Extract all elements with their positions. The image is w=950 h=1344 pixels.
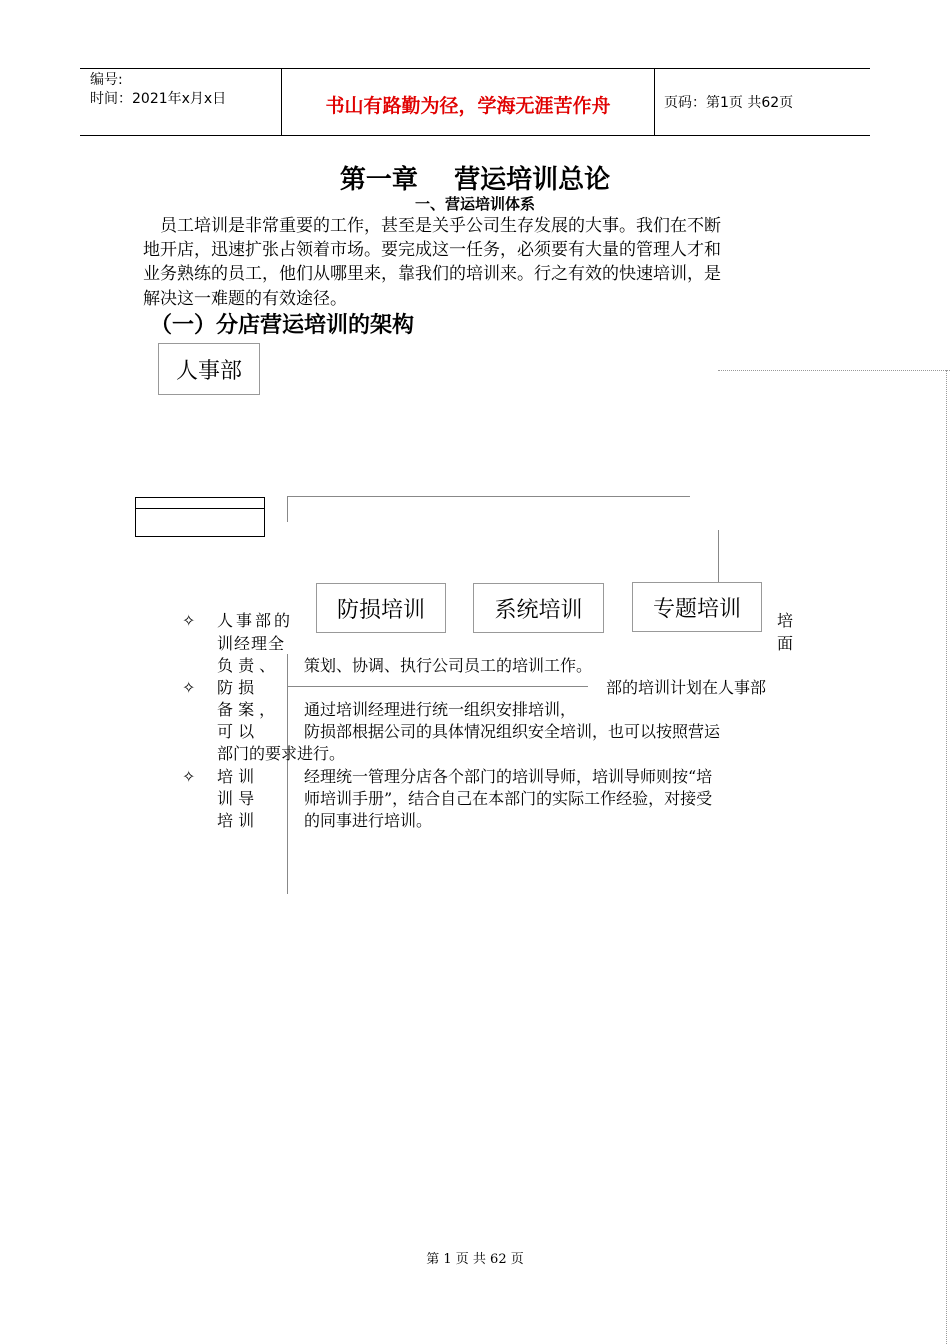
page-footer: 第 1 页 共 62 页 <box>426 1252 524 1267</box>
bullet-2-text-2: 通过培训经理进行统一组织安排培训， <box>304 700 577 719</box>
bullet-2-line-3: 可 以 <box>217 722 255 741</box>
bullet-2-icon: ✧ <box>182 678 196 697</box>
chapter-title: 第一章 营运培训总论 <box>339 165 611 195</box>
bullet-2-line-4: 部门的要求进行。 <box>217 744 346 763</box>
bullet-1-text: 策划、协调、执行公司员工的培训工作。 <box>304 656 593 675</box>
page-counter: 页码：第1页 共62页 <box>664 95 794 111</box>
bullet-3-line-1: 培 训 <box>217 767 255 786</box>
bullet-3-line-2: 训 导 <box>217 789 255 808</box>
bullet-2-line-1: 防 损 <box>217 678 255 697</box>
special-topic-training-box: 专题培训 <box>632 582 762 632</box>
connector-left-v <box>287 496 288 522</box>
empty-box <box>135 497 265 537</box>
subsection-title: （一）分店营运培训的架构 <box>150 313 415 338</box>
intro-line-3: 业务熟练的员工，他们从哪里来，靠我们的培训来。行之有效的快速培训，是 <box>143 264 721 284</box>
header-divider-2 <box>654 68 655 136</box>
loss-prevention-training-box: 防损培训 <box>316 583 446 633</box>
dotted-connector-v <box>946 370 947 1344</box>
section-title: 一、营运培训体系 <box>414 195 535 213</box>
bullet-1-line-2: 训经理全 <box>217 634 286 653</box>
doc-time-label: 时间：2021年x月x日 <box>90 91 227 107</box>
bullet-1-icon: ✧ <box>182 611 196 630</box>
bullet-1-line-1: 人事部的 <box>217 611 294 630</box>
bullet-3-text-2: 师培训手册”，结合自己在本部门的实际工作经验，对接受 <box>304 789 713 808</box>
empty-box-divider <box>135 508 264 509</box>
bullet-2-line-2: 备 案 ， <box>217 700 276 719</box>
bullet-2-text-3: 防损部根据公司的具体情况组织安全培训，也可以按照营运 <box>304 722 721 741</box>
intro-line-4: 解决这一难题的有效途径。 <box>143 289 347 309</box>
connector-top-h <box>288 496 690 497</box>
dotted-connector-h <box>718 370 950 371</box>
bullet-3-line-3: 培 训 <box>217 811 255 830</box>
bullet-1-right-mid: 面 <box>777 634 794 653</box>
doc-number-label: 编号: <box>90 72 123 88</box>
header-top-rule <box>80 68 870 69</box>
bullet-1-right-top: 培 <box>777 611 794 630</box>
bullet-2-text-1: 部的培训计划在人事部 <box>606 678 767 697</box>
bullet-1-line-3: 负 责 、 <box>217 656 276 675</box>
system-training-box: 系统培训 <box>473 583 604 633</box>
header-motto: 书山有路勤为径，学海无涯苦作舟 <box>325 95 611 117</box>
hr-department-box: 人事部 <box>158 343 260 395</box>
bullet-3-icon: ✧ <box>182 767 196 786</box>
header-bottom-rule <box>80 135 870 136</box>
intro-line-1: 员工培训是非常重要的工作，甚至是关乎公司生存发展的大事。我们在不断 <box>160 216 721 236</box>
bullet-3-text-1: 经理统一管理分店各个部门的培训导师，培训导师则按“培 <box>304 767 713 786</box>
bullet-3-text-3: 的同事进行培训。 <box>304 811 433 830</box>
connector-mid-h <box>288 686 588 687</box>
connector-long-v <box>287 654 288 894</box>
intro-line-2: 地开店，迅速扩张占领着市场。要完成这一任务，必须要有大量的管理人才和 <box>143 240 721 260</box>
